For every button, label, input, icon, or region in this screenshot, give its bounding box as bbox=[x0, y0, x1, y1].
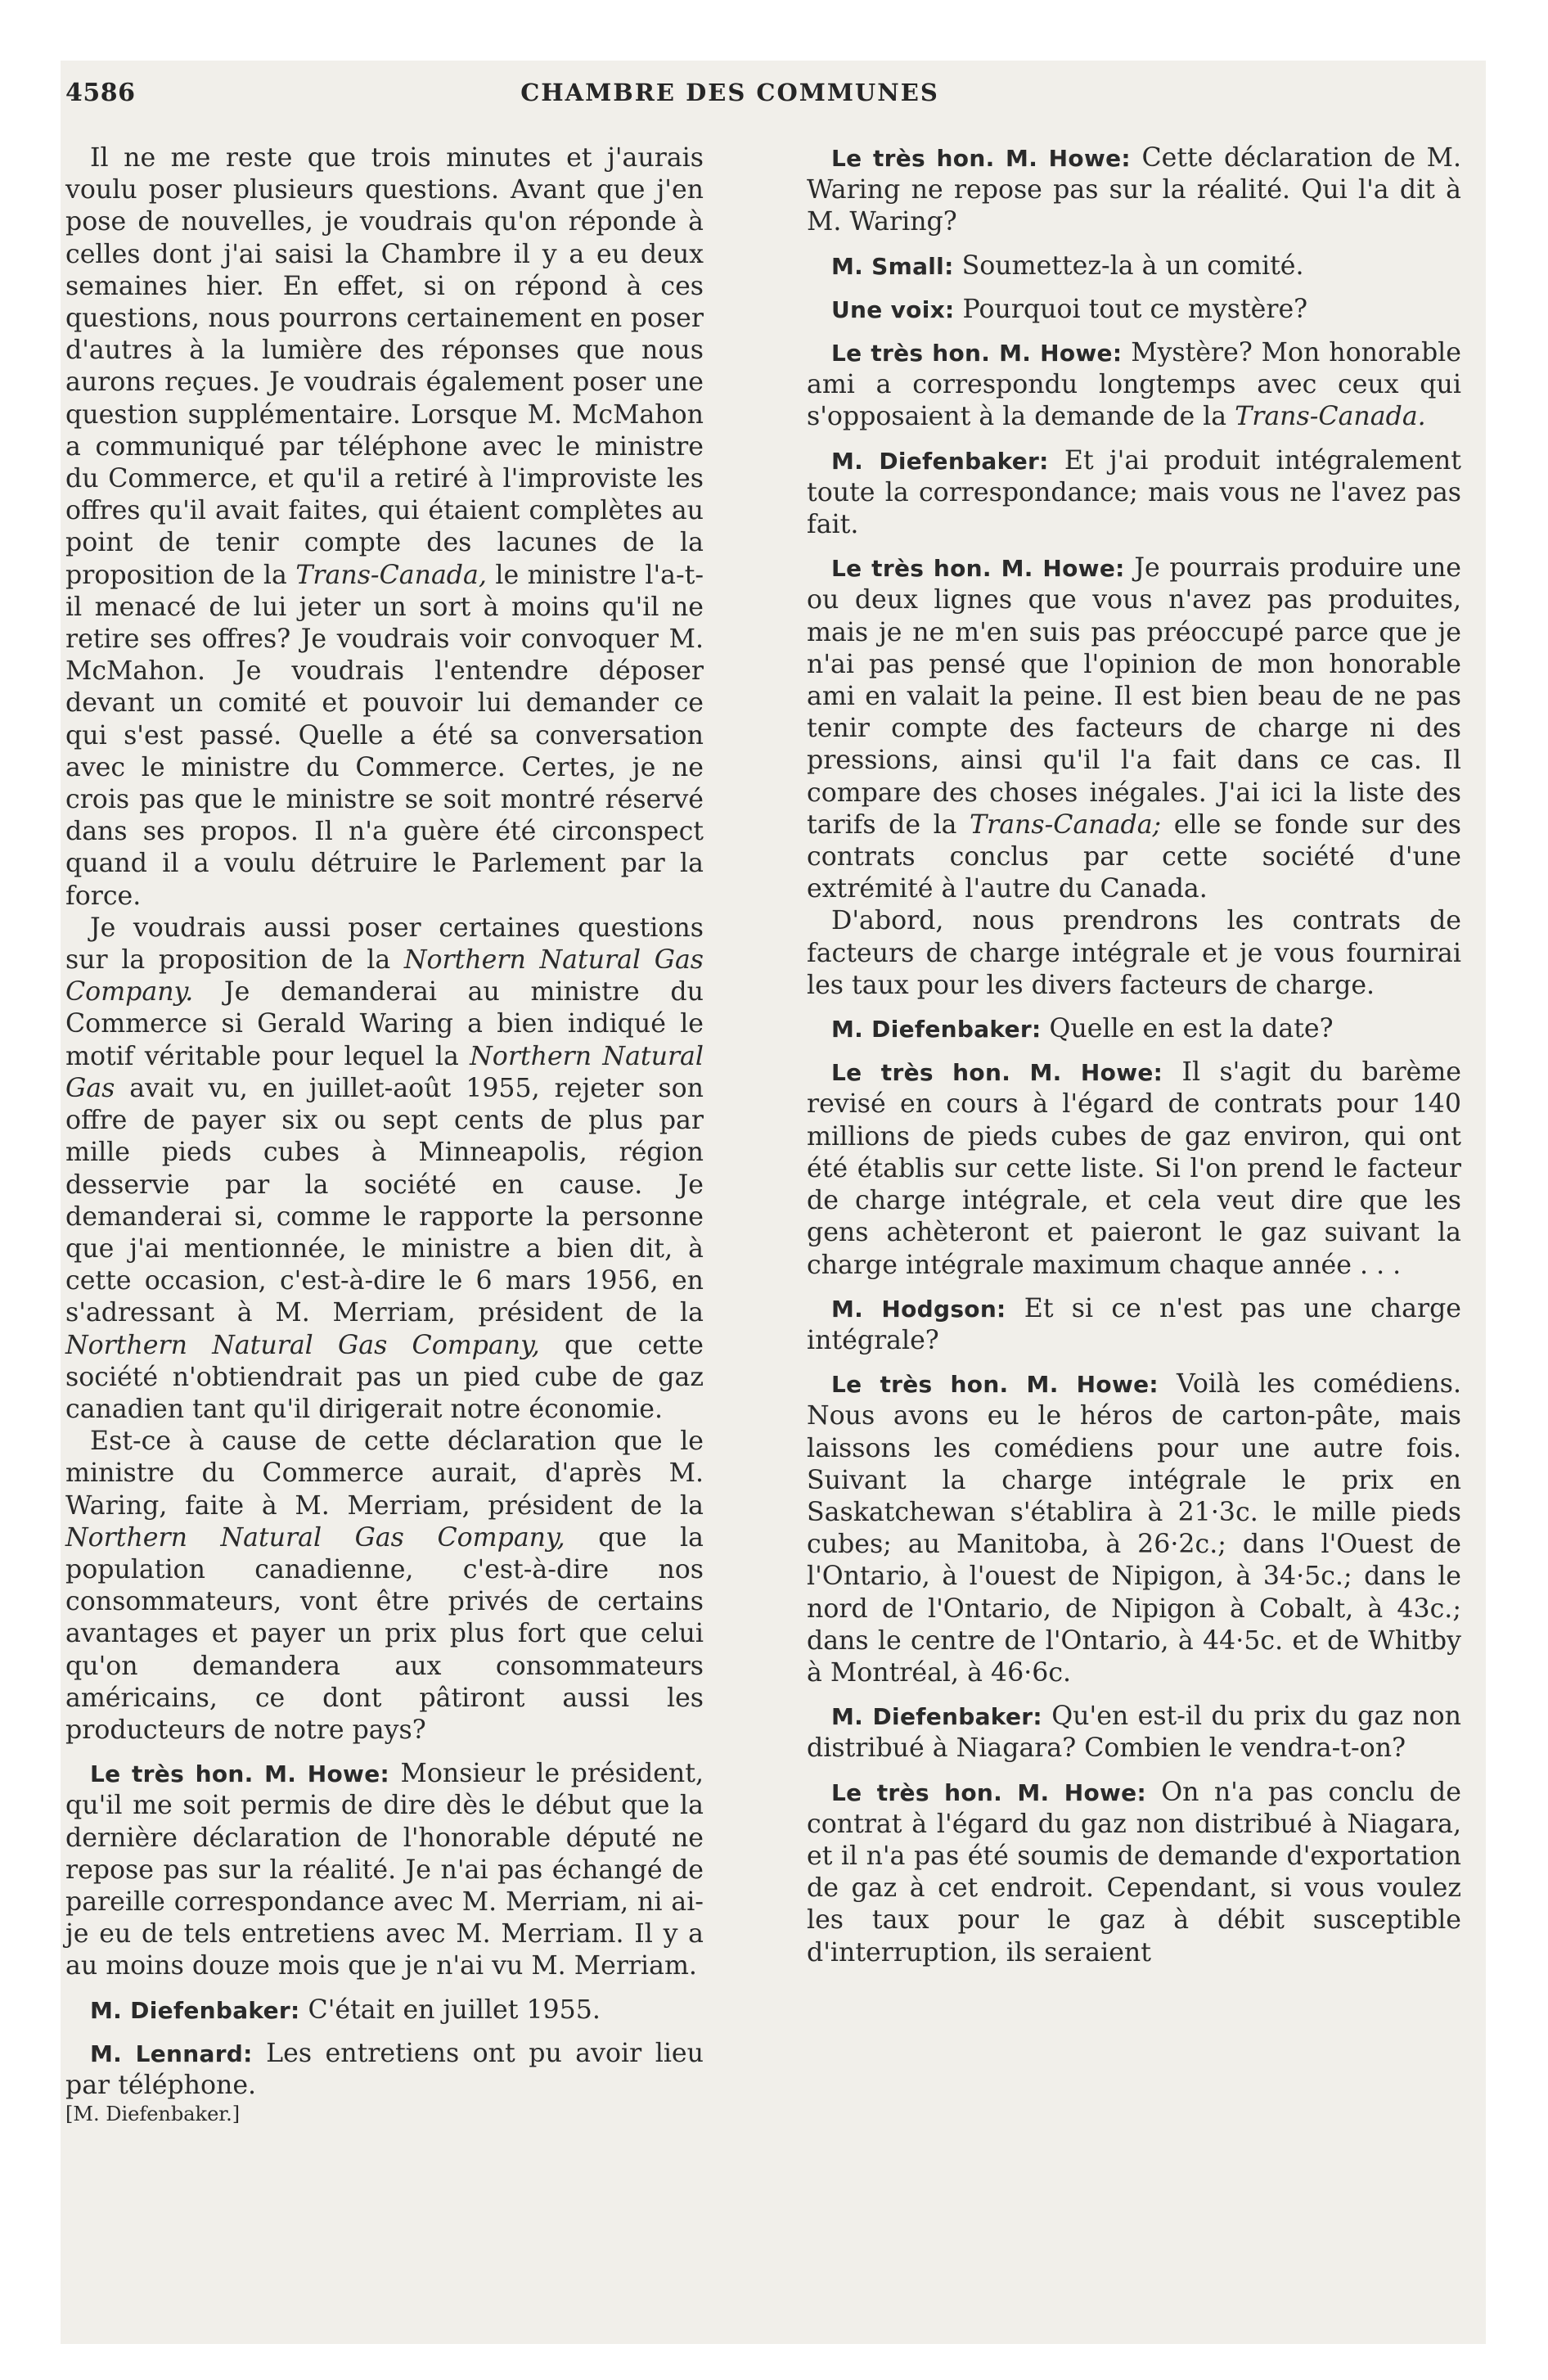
page-header bbox=[65, 79, 1394, 119]
speaker-label: Une voix: bbox=[831, 295, 955, 323]
right-column bbox=[807, 142, 1461, 1969]
paragraph: Je voudrais aussi poser certaines questions sur la proposition de la Northern Natural Gas Company. Je demanderai au ministre du Commerce si Gerald Waring a bien indiqué le motif véritable pour lequel la Northern Natural Gas avait vu, en juillet-août 1955, rejeter son offre de payer six ou sept cents de plus par mille pieds cubes à Minneapolis, région desservie par la société en cause. Je demanderai si, comme le rapporte la personne que j'ai mentionnée, le ministre a bien dit, à cette occasion, c'est-à-dire le 6 mars 1956, en s'adressant à M. Merriam, président de la Northern Natural Gas Company, que cette société n'obtiendrait pas un pied cube de gaz canadien tant qu'il dirigerait notre économie. bbox=[65, 913, 704, 1424]
running-head: CHAMBRE DES COMMUNES bbox=[520, 79, 939, 106]
speaker-label: M. Diefenbaker: bbox=[831, 447, 1049, 475]
speaker-label: Le très hon. M. Howe: bbox=[831, 1059, 1163, 1087]
speech: M. Diefenbaker: Quelle en est la date? bbox=[831, 1014, 1334, 1044]
speaker-label: Le très hon. M. Howe: bbox=[831, 1371, 1159, 1399]
speech: M. Diefenbaker: Et j'ai produit intégralement toute la correspondance; mais vous ne l'avez pas fait. bbox=[807, 445, 1461, 540]
speech: Le très hon. M. Howe: Cette déclaration de M. Waring ne repose pas sur la réalité. Qui l'a dit à M. Waring? bbox=[807, 143, 1461, 237]
speaker-footnote: [M. Diefenbaker.] bbox=[65, 2103, 241, 2126]
left-column bbox=[65, 142, 704, 2126]
speech: Le très hon. M. Howe: Voilà les comédiens. Nous avons eu le héros de carton-pâte, mais laissons les comédiens pour une autre fois. Suivant la charge intégrale le prix en Saskatchewan s'établira à 21·3c. le mille pieds cubes; au Manitoba, à 26·2c.; dans l'Ouest de l'Ontario, à l'ouest de Nipigon, à 34·5c.; dans le nord de l'Ontario, de Nipigon à Cobalt, à 43c.; dans le centre de l'Ontario, à 44·5c. et de Whitby à Montréal, à 46·6c. bbox=[807, 1369, 1461, 1688]
speech: Le très hon. M. Howe: Je pourrais produire une ou deux lignes que vous n'avez pas produites, mais je ne m'en suis pas préoccupé parce que je n'ai pas pensé que l'opinion de mon honorable ami en valait la peine. Il est bien beau de ne pas tenir compte des facteurs de charge ni des pressions, ainsi qu'il l'a fait dans ce cas. Il compare des choses inégales. J'ai ici la liste des tarifs de la Trans-Canada; elle se fonde sur des contrats conclus par cette société d'une extrémité à l'autre du Canada. bbox=[807, 553, 1462, 904]
speech: Le très hon. M. Howe: Mystère? Mon honorable ami a correspondu longtemps avec ceux qui s'opposaient à la demande de la Trans-Canada. bbox=[807, 338, 1461, 432]
speaker-label: M. Hodgson: bbox=[831, 1295, 1006, 1323]
speaker-label: Le très hon. M. Howe: bbox=[831, 340, 1123, 367]
paragraph: D'abord, nous prendrons les contrats de facteurs de charge intégrale et je vous fournirai les taux pour les divers facteurs de charge. bbox=[807, 906, 1461, 1000]
speech: M. Hodgson: Et si ce n'est pas une charge intégrale? bbox=[807, 1293, 1461, 1355]
speaker-label: Le très hon. M. Howe: bbox=[90, 1760, 389, 1788]
speech: M. Lennard: Les entretiens ont pu avoir lieu par téléphone. bbox=[65, 2038, 704, 2100]
page-number: 4586 bbox=[65, 79, 136, 107]
speaker-label: M. Diefenbaker: bbox=[831, 1703, 1042, 1731]
speaker-label: M. Small: bbox=[831, 252, 954, 280]
speaker-label: Le très hon. M. Howe: bbox=[831, 555, 1125, 583]
speech: M. Small: Soumettez-la à un comité. bbox=[831, 250, 1304, 281]
speaker-label: Le très hon. M. Howe: bbox=[831, 145, 1131, 172]
speech: Une voix: Pourquoi tout ce mystère? bbox=[831, 294, 1308, 324]
speaker-label: M. Diefenbaker: bbox=[90, 1996, 300, 2024]
paragraph: Il ne me reste que trois minutes et j'aurais voulu poser plusieurs questions. Avant que j'en pose de nouvelles, je voudrais qu'on réponde à celles dont j'ai saisi la Chambre il y a eu deux semaines hier. En effet, si on répond à ces questions, nous pourrons certainement en poser d'autres à la lumière des réponses que nous aurons reçues. Je voudrais également poser une question supplémentaire. Lorsque M. McMahon a communiqué par téléphone avec le ministre du Commerce, et qu'il a retiré à l'improviste les offres qu'il avait faites, qui étaient complètes au point de tenir compte des lacunes de la proposition de la Trans-Canada, le ministre l'a-t-il menacé de lui jeter un sort à moins qu'il ne retire ses offres? Je voudrais voir convoquer M. McMahon. Je voudrais l'entendre déposer devant un comité et pouvoir lui demander ce qui s'est passé. Quelle a été sa conversation avec le ministre du Commerce. Certes, je ne crois pas que le ministre se soit montré réservé dans ses propos. Il n'a guère été circonspect quand il a voulu détruire le Parlement par la force. bbox=[65, 143, 704, 911]
speech: M. Diefenbaker: C'était en juillet 1955. bbox=[90, 1995, 601, 2025]
speech: Le très hon. M. Howe: Il s'agit du barème revisé en cours à l'égard de contrats pour 140 millions de pieds cubes de gaz environ, qui ont été établis sur cette liste. Si l'on prend le facteur de charge intégrale, et cela veut dire que les gens achèteront et paieront le gaz suivant la charge intégrale maximum chaque année . . . bbox=[807, 1057, 1461, 1280]
speaker-label: M. Lennard: bbox=[90, 2040, 253, 2067]
speech: Le très hon. M. Howe: Monsieur le président, qu'il me soit permis de dire dès le début que la dernière déclaration de l'honorable député ne repose pas sur la réalité. Je n'ai pas échangé de pareille correspondance avec M. Merriam, ni ai-je eu de tels entretiens avec M. Merriam. Il y a au moins douze mois que je n'ai vu M. Merriam. bbox=[65, 1759, 704, 1981]
speaker-label: Le très hon. M. Howe: bbox=[831, 1778, 1146, 1806]
speech: M. Diefenbaker: Qu'en est-il du prix du gaz non distribué à Niagara? Combien le vendra-t-on? bbox=[807, 1702, 1461, 1764]
speech: Le très hon. M. Howe: On n'a pas conclu de contrat à l'égard du gaz non distribué à Niagara, et il n'a pas été soumis de demande d'exportation de gaz à cet endroit. Cependant, si vous voulez les taux pour le gaz à débit susceptible d'interruption, ils seraient bbox=[807, 1777, 1461, 1968]
speaker-label: M. Diefenbaker: bbox=[831, 1016, 1042, 1044]
paragraph: Est-ce à cause de cette déclaration que le ministre du Commerce aurait, d'après M. Waring, faite à M. Merriam, président de la Northern Natural Gas Company, que la population canadienne, c'est-à-dire nos consommateurs, vont être privés de certains avantages et payer un prix plus fort que celui qu'on demandera aux consommateurs américains, ce dont pâtiront aussi les producteurs de notre pays? bbox=[65, 1427, 704, 1745]
